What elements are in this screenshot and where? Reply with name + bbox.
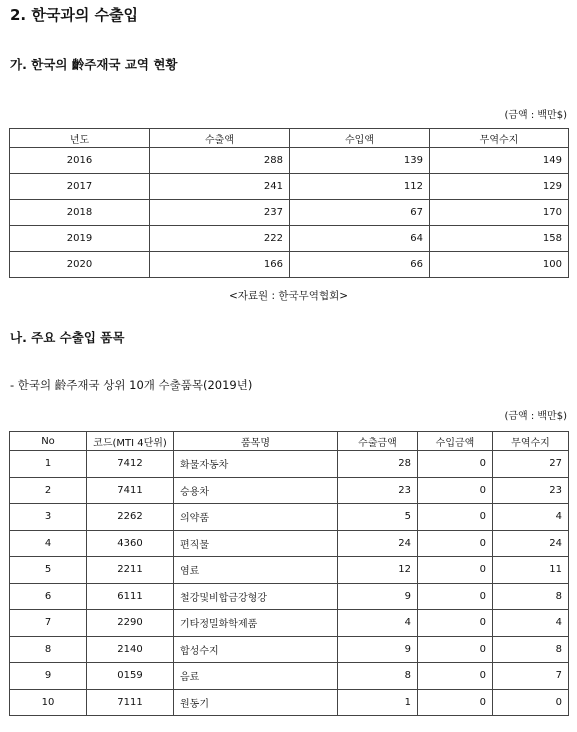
no-cell: 5 bbox=[10, 557, 87, 584]
col-header-code: 코드(MTI 4단위) bbox=[87, 432, 174, 451]
table-row bbox=[10, 174, 569, 200]
item-name-cell: 화물자동차 bbox=[174, 451, 338, 478]
balance-cell: 170 bbox=[430, 200, 569, 226]
balance-cell: 0 bbox=[493, 689, 569, 716]
no-cell: 10 bbox=[10, 689, 87, 716]
item-name-cell: 원동기 bbox=[174, 689, 338, 716]
table-row bbox=[10, 530, 569, 557]
no-cell: 1 bbox=[10, 451, 87, 478]
import-amount-cell: 0 bbox=[418, 583, 493, 610]
import-amount-cell: 0 bbox=[418, 610, 493, 637]
table-row bbox=[10, 148, 569, 174]
import-amount-cell: 0 bbox=[418, 477, 493, 504]
code-cell: 4360 bbox=[87, 530, 174, 557]
col-header-balance: 무역수지 bbox=[493, 432, 569, 451]
code-cell: 6111 bbox=[87, 583, 174, 610]
balance-cell: 4 bbox=[493, 610, 569, 637]
year-cell: 2017 bbox=[10, 174, 150, 200]
import-amount-cell: 0 bbox=[418, 530, 493, 557]
table-row bbox=[10, 504, 569, 531]
balance-cell: 23 bbox=[493, 477, 569, 504]
code-cell: 2211 bbox=[87, 557, 174, 584]
import-amount-cell: 0 bbox=[418, 663, 493, 690]
section-b-unit: (금액 : 백만$) bbox=[504, 411, 567, 422]
balance-cell: 149 bbox=[430, 148, 569, 174]
col-header-import: 수입액 bbox=[290, 129, 430, 148]
col-header-no: No bbox=[10, 432, 87, 451]
balance-cell: 7 bbox=[493, 663, 569, 690]
balance-cell: 129 bbox=[430, 174, 569, 200]
export-cell: 166 bbox=[150, 252, 290, 278]
export-amount-cell: 23 bbox=[338, 477, 418, 504]
table-row bbox=[10, 226, 569, 252]
top-export-items-table bbox=[9, 431, 569, 716]
no-cell: 8 bbox=[10, 636, 87, 663]
section-b-title: 나. 주요 수출입 품목 bbox=[10, 330, 125, 345]
export-amount-cell: 12 bbox=[338, 557, 418, 584]
export-cell: 237 bbox=[150, 200, 290, 226]
year-cell: 2019 bbox=[10, 226, 150, 252]
export-cell: 222 bbox=[150, 226, 290, 252]
item-name-cell: 철강및비합금강형강 bbox=[174, 583, 338, 610]
table-header-row bbox=[10, 432, 569, 451]
code-cell: 2262 bbox=[87, 504, 174, 531]
import-cell: 67 bbox=[290, 200, 430, 226]
balance-cell: 4 bbox=[493, 504, 569, 531]
item-name-cell: 편직물 bbox=[174, 530, 338, 557]
export-amount-cell: 28 bbox=[338, 451, 418, 478]
table-row bbox=[10, 610, 569, 637]
import-cell: 66 bbox=[290, 252, 430, 278]
import-cell: 139 bbox=[290, 148, 430, 174]
item-name-cell: 염료 bbox=[174, 557, 338, 584]
import-amount-cell: 0 bbox=[418, 451, 493, 478]
code-cell: 0159 bbox=[87, 663, 174, 690]
balance-cell: 11 bbox=[493, 557, 569, 584]
export-amount-cell: 1 bbox=[338, 689, 418, 716]
code-cell: 7411 bbox=[87, 477, 174, 504]
code-cell: 2290 bbox=[87, 610, 174, 637]
no-cell: 4 bbox=[10, 530, 87, 557]
item-name-cell: 승용차 bbox=[174, 477, 338, 504]
export-amount-cell: 4 bbox=[338, 610, 418, 637]
col-header-item-name: 품목명 bbox=[174, 432, 338, 451]
balance-cell: 158 bbox=[430, 226, 569, 252]
code-cell: 7412 bbox=[87, 451, 174, 478]
item-name-cell: 합성수지 bbox=[174, 636, 338, 663]
top-export-items-caption: - 한국의 齡주재국 상위 10개 수출품목(2019년) bbox=[10, 378, 253, 392]
balance-cell: 100 bbox=[430, 252, 569, 278]
balance-cell: 27 bbox=[493, 451, 569, 478]
code-cell: 7111 bbox=[87, 689, 174, 716]
import-amount-cell: 0 bbox=[418, 504, 493, 531]
no-cell: 6 bbox=[10, 583, 87, 610]
import-cell: 64 bbox=[290, 226, 430, 252]
table-row bbox=[10, 663, 569, 690]
col-header-export-amount: 수출금액 bbox=[338, 432, 418, 451]
balance-cell: 8 bbox=[493, 583, 569, 610]
col-header-year: 년도 bbox=[10, 129, 150, 148]
table-row bbox=[10, 636, 569, 663]
table-row bbox=[10, 252, 569, 278]
item-name-cell: 음료 bbox=[174, 663, 338, 690]
table-row bbox=[10, 583, 569, 610]
trade-status-table bbox=[9, 128, 569, 278]
no-cell: 2 bbox=[10, 477, 87, 504]
item-name-cell: 기타정밀화학제품 bbox=[174, 610, 338, 637]
export-cell: 288 bbox=[150, 148, 290, 174]
export-amount-cell: 8 bbox=[338, 663, 418, 690]
year-cell: 2020 bbox=[10, 252, 150, 278]
import-amount-cell: 0 bbox=[418, 636, 493, 663]
export-amount-cell: 9 bbox=[338, 583, 418, 610]
table-header-row bbox=[10, 129, 569, 148]
balance-cell: 8 bbox=[493, 636, 569, 663]
col-header-export: 수출액 bbox=[150, 129, 290, 148]
table-row bbox=[10, 689, 569, 716]
no-cell: 7 bbox=[10, 610, 87, 637]
no-cell: 9 bbox=[10, 663, 87, 690]
page-heading: 2. 한국과의 수출입 bbox=[10, 6, 139, 24]
import-cell: 112 bbox=[290, 174, 430, 200]
item-name-cell: 의약품 bbox=[174, 504, 338, 531]
no-cell: 3 bbox=[10, 504, 87, 531]
import-amount-cell: 0 bbox=[418, 689, 493, 716]
col-header-import-amount: 수입금액 bbox=[418, 432, 493, 451]
export-amount-cell: 9 bbox=[338, 636, 418, 663]
code-cell: 2140 bbox=[87, 636, 174, 663]
table-row bbox=[10, 477, 569, 504]
table-row bbox=[10, 557, 569, 584]
export-cell: 241 bbox=[150, 174, 290, 200]
section-a-title: 가. 한국의 齡주재국 교역 현황 bbox=[10, 57, 178, 72]
source-note: <자료원 : 한국무역협회> bbox=[228, 290, 349, 302]
table-row bbox=[10, 200, 569, 226]
col-header-balance: 무역수지 bbox=[430, 129, 569, 148]
balance-cell: 24 bbox=[493, 530, 569, 557]
section-a-unit: (금액 : 백만$) bbox=[504, 110, 567, 121]
year-cell: 2018 bbox=[10, 200, 150, 226]
export-amount-cell: 5 bbox=[338, 504, 418, 531]
import-amount-cell: 0 bbox=[418, 557, 493, 584]
export-amount-cell: 24 bbox=[338, 530, 418, 557]
table-row bbox=[10, 451, 569, 478]
year-cell: 2016 bbox=[10, 148, 150, 174]
